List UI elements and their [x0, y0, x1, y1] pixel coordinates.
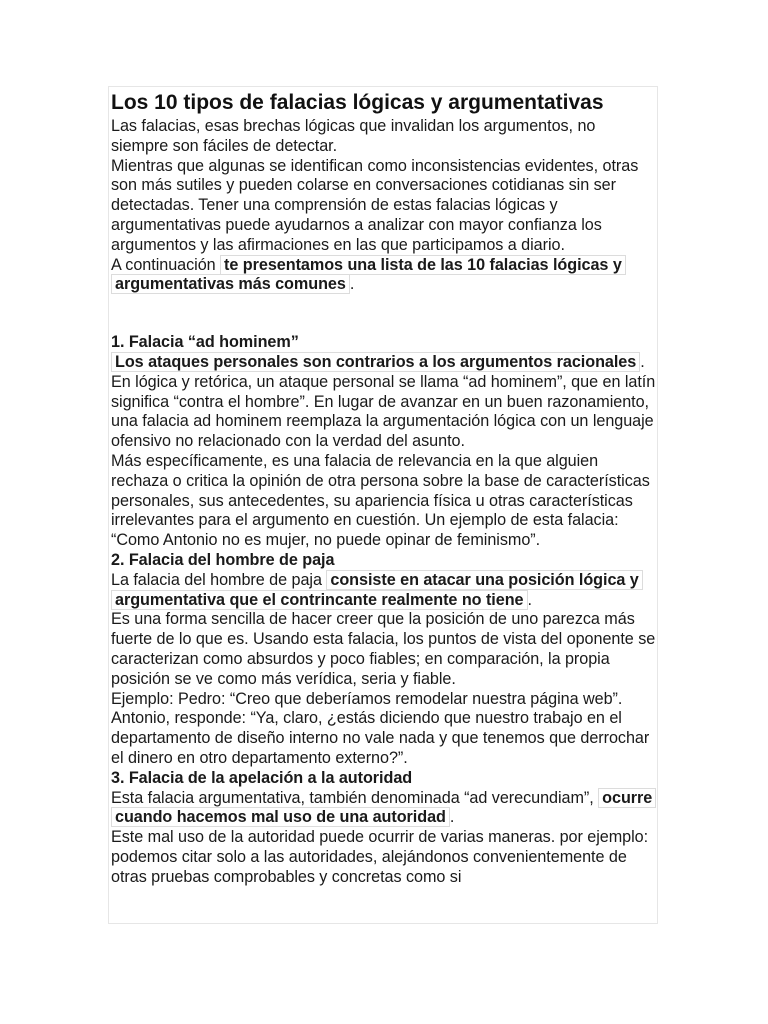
section-2-highlight: consiste en atacar una posición lógica y argumentativa que el contrincante realmente no tiene	[111, 570, 643, 610]
section-1-highlight: Los ataques personales son contrarios a los argumentos racionales	[111, 352, 640, 372]
intro-end: .	[349, 275, 355, 294]
spacer	[111, 295, 657, 333]
intro-paragraph-3	[111, 256, 657, 296]
section-2-lead-end: .	[527, 590, 532, 609]
section-2-body: Es una forma sencilla de hacer creer que la posición de uno parezca más fuerte de lo que es. Usando esta falacia, los puntos de vista del oponente se caracterizan como absurdos y poco fiables; en comparación, la propia posición se ve como más verídica, seria y fiable.	[111, 610, 656, 688]
section-3-lead-pre: Esta falacia argumentativa, también denominada “ad verecundiam”,	[111, 788, 599, 807]
document-page	[108, 86, 658, 924]
section-2-lead	[111, 571, 657, 611]
section-heading-2: 2. Falacia del hombre de paja	[111, 550, 335, 569]
intro-text: A continuación	[111, 255, 221, 274]
intro-paragraph-1: Las falacias, esas brechas lógicas que invalidan los argumentos, no siempre son fáciles de detectar.	[111, 117, 596, 155]
section-1-lead-text: . En lógica y retórica, un ataque personal se llama “ad hominem”, que en latín significa “contra el hombre”. En lugar de avanzar en un buen razonamiento, una falacia ad hominem reemplaza la argumentación lógica con un lenguaje ofensivo no relacionado con la verdad del asunto.	[111, 352, 656, 451]
page-title: Los 10 tipos de falacias lógicas y argumentativas	[111, 91, 604, 114]
section-3-highlight: ocurre cuando hacemos mal uso de una autoridad	[111, 788, 656, 828]
intro-highlight: te presentamos una lista de las 10 falacias lógicas y argumentativas más comunes	[111, 255, 626, 295]
section-1-lead	[111, 353, 657, 452]
intro-paragraph-2: Mientras que algunas se identifican como inconsistencias evidentes, otras son más sutiles y pueden colarse en conversaciones cotidianas sin ser detectadas. Tener una comprensión de estas falacias lógicas y argumentativas puede ayudarnos a analizar con mayor confianza los argumentos y las afirmaciones en las que participamos a diario.	[111, 156, 639, 254]
section-3-lead-end: .	[449, 808, 455, 827]
section-3-body: Este mal uso de la autoridad puede ocurrir de varias maneras. por ejemplo: podemos citar solo a las autoridades, alejándonos convenientemente de otras pruebas comprobables y concretas como si	[111, 828, 649, 886]
section-1-body: Más específicamente, es una falacia de relevancia en la que alguien rechaza o critica la opinión de otra persona sobre la base de características personales, sus antecedentes, su apariencia física u otras características irrelevantes para el argumento en cuestión. Un ejemplo de esta falacia: “Como Antonio no es mujer, no puede opinar de feminismo”.	[111, 451, 650, 550]
section-2-lead-pre: La falacia del hombre de paja	[111, 570, 327, 589]
section-2-example: Ejemplo: Pedro: “Creo que deberíamos remodelar nuestra página web”. Antonio, responde: “Ya, claro, ¿estás diciendo que nuestro trabajo en el departamento de diseño interno no vale nada y que tenemos que derrochar el dinero en otro departamento externo?”.	[111, 689, 650, 767]
section-3-lead	[111, 789, 657, 829]
section-heading-1: 1. Falacia “ad hominem”	[111, 333, 299, 352]
document-body	[109, 90, 657, 887]
section-heading-3: 3. Falacia de la apelación a la autoridad	[111, 768, 413, 787]
